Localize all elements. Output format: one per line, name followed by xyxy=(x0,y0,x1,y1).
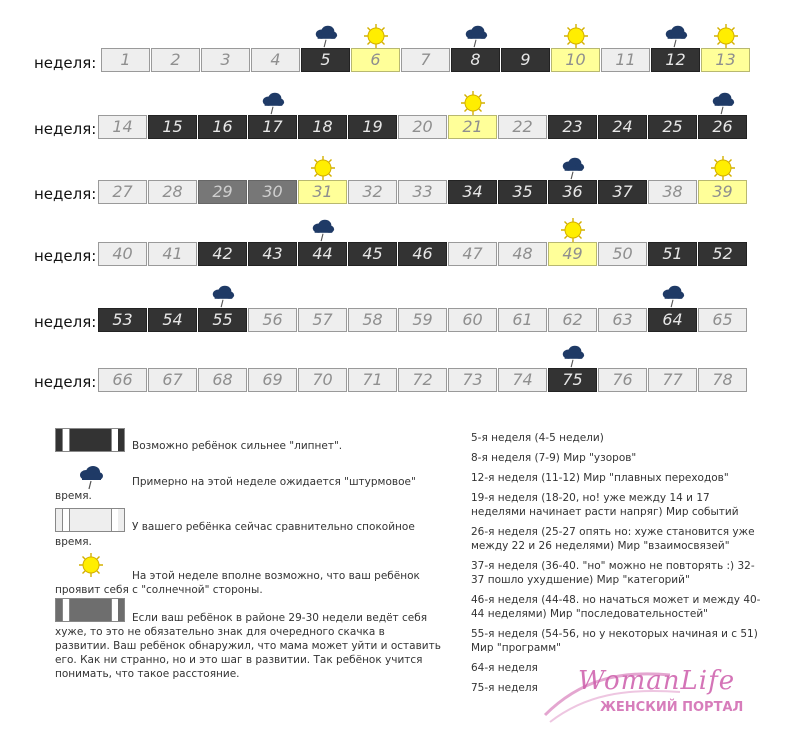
week-cell-59: 59 xyxy=(398,308,447,332)
legend-sun-text-1: На этой неделе вполне возможно, что ваш ребёнок xyxy=(132,570,420,582)
week-cell-70: 70 xyxy=(298,368,347,392)
week-cells xyxy=(98,242,748,266)
storm-cloud-icon xyxy=(463,23,489,49)
row-label: неделя: xyxy=(34,373,97,391)
sun-icon xyxy=(78,552,104,582)
legend-mid-text-3: развитии. Ваш ребёнок обнаружил, что мама может уйти и оставить xyxy=(55,640,441,652)
week-cell-67: 67 xyxy=(148,368,197,392)
week-cell-27: 27 xyxy=(98,180,147,204)
legend-storm-text-1: Примерно на этой неделе ожидается "штурмовое" xyxy=(132,476,416,488)
week-cell-44: 44 xyxy=(298,242,347,266)
week-cell-62: 62 xyxy=(548,308,597,332)
week-cell-68: 68 xyxy=(198,368,247,392)
week-cell-71: 71 xyxy=(348,368,397,392)
week-cell-22: 22 xyxy=(498,115,547,139)
week-cell-64: 64 xyxy=(648,308,697,332)
week-row xyxy=(0,358,799,418)
sun-icon xyxy=(560,217,586,243)
week-cell-12: 12 xyxy=(651,48,700,72)
storm-cloud-icon xyxy=(663,23,689,49)
week-cell-21: 21 xyxy=(448,115,497,139)
week-cell-23: 23 xyxy=(548,115,597,139)
leap-note: 12-я неделя (11-12) Мир "плавных переходов" xyxy=(471,472,729,484)
week-cell-6: 6 xyxy=(351,48,400,72)
storm-cloud-icon xyxy=(560,155,586,181)
week-cell-52: 52 xyxy=(698,242,747,266)
week-cell-15: 15 xyxy=(148,115,197,139)
week-cell-48: 48 xyxy=(498,242,547,266)
storm-cloud-icon xyxy=(210,283,236,309)
week-cell-7: 7 xyxy=(401,48,450,72)
womanlife-watermark xyxy=(540,660,780,745)
week-cell-34: 34 xyxy=(448,180,497,204)
week-cell-33: 33 xyxy=(398,180,447,204)
leap-note: 26-я неделя (25-27 опять но: хуже становится уже между 22 и 26 неделями) Мир "взаимосвязей" xyxy=(471,526,755,552)
week-cell-11: 11 xyxy=(601,48,650,72)
week-row xyxy=(0,38,799,98)
week-cell-43: 43 xyxy=(248,242,297,266)
watermark-subtitle: ЖЕНСКИЙ ПОРТАЛ xyxy=(600,700,744,715)
week-cell-3: 3 xyxy=(201,48,250,72)
week-cell-47: 47 xyxy=(448,242,497,266)
week-cell-37: 37 xyxy=(598,180,647,204)
storm-cloud-icon xyxy=(660,283,686,309)
sun-icon xyxy=(563,23,589,49)
sun-icon xyxy=(460,90,486,116)
week-cell-56: 56 xyxy=(248,308,297,332)
week-cell-50: 50 xyxy=(598,242,647,266)
leap-note: 19-я неделя (18-20, но! уже между 14 и 17 неделями начинает расти напряг) Мир событий xyxy=(471,492,739,518)
row-label: неделя: xyxy=(34,120,97,138)
week-cell-57: 57 xyxy=(298,308,347,332)
week-cell-76: 76 xyxy=(598,368,647,392)
week-cell-78: 78 xyxy=(698,368,747,392)
week-cell-2: 2 xyxy=(151,48,200,72)
week-cell-38: 38 xyxy=(648,180,697,204)
week-cell-32: 32 xyxy=(348,180,397,204)
week-cell-74: 74 xyxy=(498,368,547,392)
week-cell-1: 1 xyxy=(101,48,150,72)
week-cell-16: 16 xyxy=(198,115,247,139)
week-cell-4: 4 xyxy=(251,48,300,72)
week-cell-9: 9 xyxy=(501,48,550,72)
sun-icon xyxy=(310,155,336,181)
legend-dark-text: Возможно ребёнок сильнее "липнет". xyxy=(132,440,343,452)
row-label: неделя: xyxy=(34,313,97,331)
week-cell-58: 58 xyxy=(348,308,397,332)
week-cell-18: 18 xyxy=(298,115,347,139)
week-cell-19: 19 xyxy=(348,115,397,139)
legend-swatch-mid xyxy=(55,598,125,622)
week-cell-8: 8 xyxy=(451,48,500,72)
storm-cloud-icon xyxy=(313,23,339,49)
leap-note: 5-я неделя (4-5 недели) xyxy=(471,432,604,444)
row-label: неделя: xyxy=(34,185,97,203)
leap-note: 75-я неделя xyxy=(471,682,538,694)
leap-note: 8-я неделя (7-9) Мир "узоров" xyxy=(471,452,637,464)
week-cell-42: 42 xyxy=(198,242,247,266)
week-cell-77: 77 xyxy=(648,368,697,392)
sun-icon xyxy=(713,23,739,49)
week-cell-40: 40 xyxy=(98,242,147,266)
week-cell-14: 14 xyxy=(98,115,147,139)
week-cell-55: 55 xyxy=(198,308,247,332)
week-cell-45: 45 xyxy=(348,242,397,266)
week-cell-35: 35 xyxy=(498,180,547,204)
week-cell-28: 28 xyxy=(148,180,197,204)
legend-mid-text-5: понимать, что такое расстояние. xyxy=(55,668,240,680)
week-cell-5: 5 xyxy=(301,48,350,72)
week-cell-54: 54 xyxy=(148,308,197,332)
storm-cloud-icon xyxy=(710,90,736,116)
leap-note: 55-я неделя (54-56, но у некоторых начиная и с 51) Мир "программ" xyxy=(471,628,758,654)
week-cell-63: 63 xyxy=(598,308,647,332)
week-cells xyxy=(98,115,748,139)
legend-swatch-dark xyxy=(55,428,125,452)
week-cell-24: 24 xyxy=(598,115,647,139)
legend-light-text-2: время. xyxy=(55,536,92,548)
week-cell-26: 26 xyxy=(698,115,747,139)
row-label: неделя: xyxy=(34,247,97,265)
legend-light-text-1: У вашего ребёнка сейчас сравнительно спокойное xyxy=(132,521,415,533)
week-cells xyxy=(98,368,748,392)
week-row xyxy=(0,170,799,230)
row-label: неделя: xyxy=(34,54,97,72)
storm-cloud-icon xyxy=(310,217,336,243)
week-cell-69: 69 xyxy=(248,368,297,392)
week-cell-61: 61 xyxy=(498,308,547,332)
week-row xyxy=(0,105,799,165)
legend-sun-text-2: проявит себя с "солнечной" стороны. xyxy=(55,584,263,596)
week-row xyxy=(0,298,799,358)
week-cell-51: 51 xyxy=(648,242,697,266)
storm-cloud-icon xyxy=(560,343,586,369)
leap-note: 37-я неделя (36-40. "но" можно не повторять :) 32-37 пошло ухудшение) Мир "категорий" xyxy=(471,560,755,586)
week-cell-36: 36 xyxy=(548,180,597,204)
legend-storm-text-2: время. xyxy=(55,490,92,502)
week-cell-75: 75 xyxy=(548,368,597,392)
storm-cloud-icon xyxy=(260,90,286,116)
week-cell-41: 41 xyxy=(148,242,197,266)
week-cell-30: 30 xyxy=(248,180,297,204)
sun-icon xyxy=(710,155,736,181)
legend-mid-text-1: Если ваш ребёнок в районе 29-30 недели ведёт себя xyxy=(132,612,428,624)
leap-note: 46-я неделя (44-48. но начаться может и между 40-44 неделями) Мир "последовательностей" xyxy=(471,594,761,620)
week-cells xyxy=(101,48,751,72)
week-cell-10: 10 xyxy=(551,48,600,72)
week-cells xyxy=(98,308,748,332)
leap-note: 64-я неделя xyxy=(471,662,538,674)
week-cell-39: 39 xyxy=(698,180,747,204)
week-cell-49: 49 xyxy=(548,242,597,266)
week-cell-73: 73 xyxy=(448,368,497,392)
watermark-title: WomanLife xyxy=(578,666,736,696)
week-cells xyxy=(98,180,748,204)
week-cell-53: 53 xyxy=(98,308,147,332)
week-cell-17: 17 xyxy=(248,115,297,139)
week-cell-20: 20 xyxy=(398,115,447,139)
sun-icon xyxy=(363,23,389,49)
legend-swatch-light xyxy=(55,508,125,532)
week-cell-66: 66 xyxy=(98,368,147,392)
week-cell-72: 72 xyxy=(398,368,447,392)
week-cell-13: 13 xyxy=(701,48,750,72)
legend-mid-text-2: хуже, то это не обязательно знак для очередного скачка в xyxy=(55,626,385,638)
week-cell-31: 31 xyxy=(298,180,347,204)
week-cell-65: 65 xyxy=(698,308,747,332)
week-cell-46: 46 xyxy=(398,242,447,266)
week-cell-29: 29 xyxy=(198,180,247,204)
week-cell-25: 25 xyxy=(648,115,697,139)
week-cell-60: 60 xyxy=(448,308,497,332)
legend-mid-text-4: его. Как ни странно, но и это шаг в развитии. Так ребёнок учится xyxy=(55,654,423,666)
